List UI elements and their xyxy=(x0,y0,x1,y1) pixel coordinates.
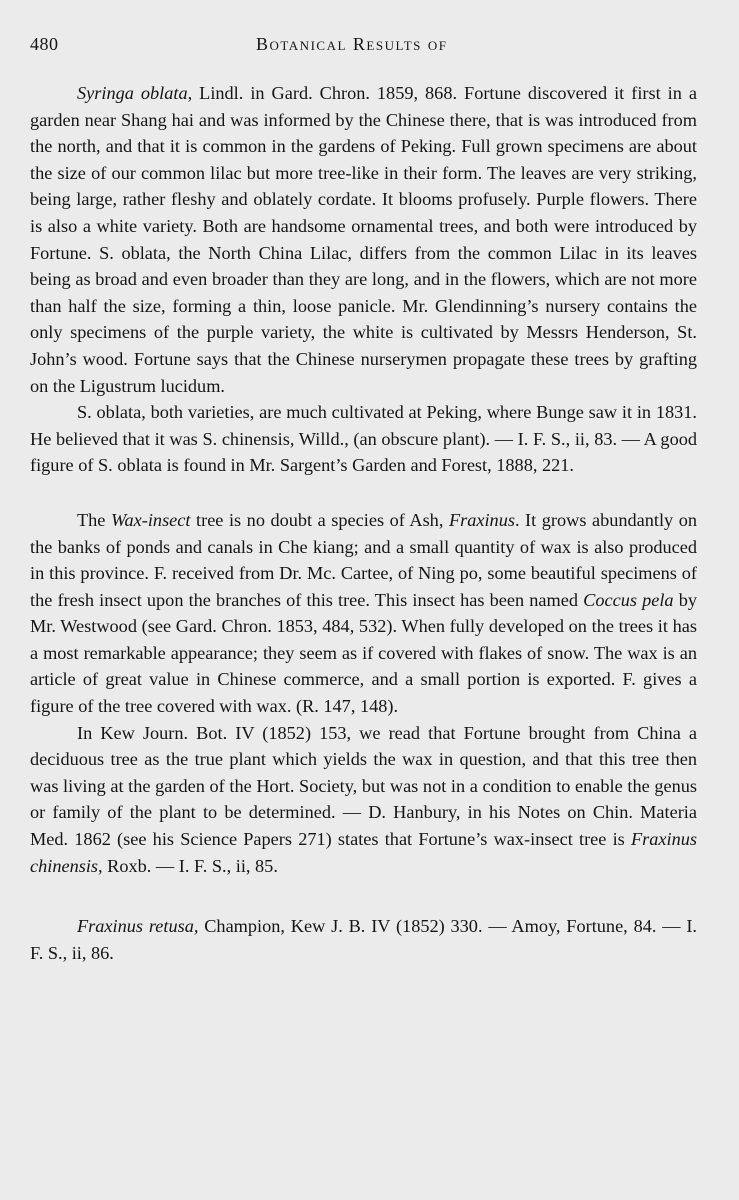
text-run: S. oblata, both varieties, are much cultivated at Peking, where Bunge saw it in 1831. He believed that it was S. chinensis, Willd., (an obscure plant). — I. F. S., ii, 83. — A good figure of S. oblata is found in Mr. Sargent’s Garden and Forest, 1888, 221. xyxy=(30,402,697,476)
italic-text-run: Fraxinus xyxy=(448,509,515,530)
italic-text-run: Fraxinus chinensis, xyxy=(30,829,697,876)
text-run: . It grows abundantly on the banks of ponds and canals in Che kiang; and a small quantity of wax is also produced in this province. F. received from Dr. Mc. Cartee, of Ning po, some beautiful specimens of the fresh insect upon the branches of this tree. This insect has been named xyxy=(30,509,698,610)
italic-text-run: Syringa oblata, xyxy=(77,83,193,103)
text-run: Champion, Kew J. B. IV (1852) 330. — Amoy, Fortune, 84. — I. F. S., ii, 86. xyxy=(30,916,697,963)
italic-text-run: Wax-insect xyxy=(110,509,191,530)
text-run: by Mr. Westwood (see Gard. Chron. 1853, 484, 532). When fully developed on the trees it has a most remarkable appearance; they seem as if covered with flakes of snow. The wax is an article of great value in Chinese commerce, and a small portion is exported. F. gives a figure of the tree covered with wax. (R. 147, 148). xyxy=(30,589,697,717)
text-run: Roxb. — I. F. S., ii, 85. xyxy=(102,855,278,876)
paragraph-fraxinus-retusa xyxy=(30,913,697,966)
page-number: 480 xyxy=(30,34,59,54)
paragraph-wax-insect-tree xyxy=(30,507,697,720)
paragraph-syringa-oblata xyxy=(30,80,697,399)
italic-text-run: Coccus pela xyxy=(583,589,674,610)
paragraph-syringa-oblata-cultivation xyxy=(30,399,697,479)
text-run: Lindl. in Gard. Chron. 1859, 868. Fortune discovered it first in a garden near Shang hai and was informed by the Chinese there, that is was introduced from the north, and that it is common in the gardens of Peking. Full grown specimens are about the size of our common lilac but more tree-like in their form. The leaves are very striking, being large, rather fleshy and oblately cordate. It blooms profusely. Purple flowers. There is also a white variety. Both are handsome ornamental trees, and both were introduced by Fortune. S. oblata, the North China Lilac, differs from the common Lilac in its leaves being as broad and even broader than they are long, and in the flowers, which are not more than half the size, forming a thin, loose panicle. Mr. Glendinning’s nursery contains the only specimens of the purple variety, the white is cultivated by Messrs Henderson, St. John’s wood. Fortune says that the Chinese nurserymen propagate these trees by grafting on the Ligustrum lucidum. xyxy=(30,83,697,396)
paragraph-kew-journal xyxy=(30,720,697,880)
text-run: The xyxy=(77,509,111,530)
body-text xyxy=(30,80,697,966)
text-run: tree is no doubt a species of Ash, xyxy=(190,509,449,530)
italic-text-run: Fraxinus retusa, xyxy=(77,916,199,937)
running-head xyxy=(30,34,697,58)
text-run: In Kew Journ. Bot. IV (1852) 153, we read that Fortune brought from China a deciduous tree as the true plant which yields the wax in question, and that this tree then was living at the garden of the Hort. Society, but was not in a condition to enable the genus or family of the plant to be determined. — D. Hanbury, in his Notes on Chin. Materia Med. 1862 (see his Science Papers 271) states that Fortune’s wax-insect tree is xyxy=(30,722,697,850)
running-title: Botanical Results of xyxy=(256,34,448,54)
